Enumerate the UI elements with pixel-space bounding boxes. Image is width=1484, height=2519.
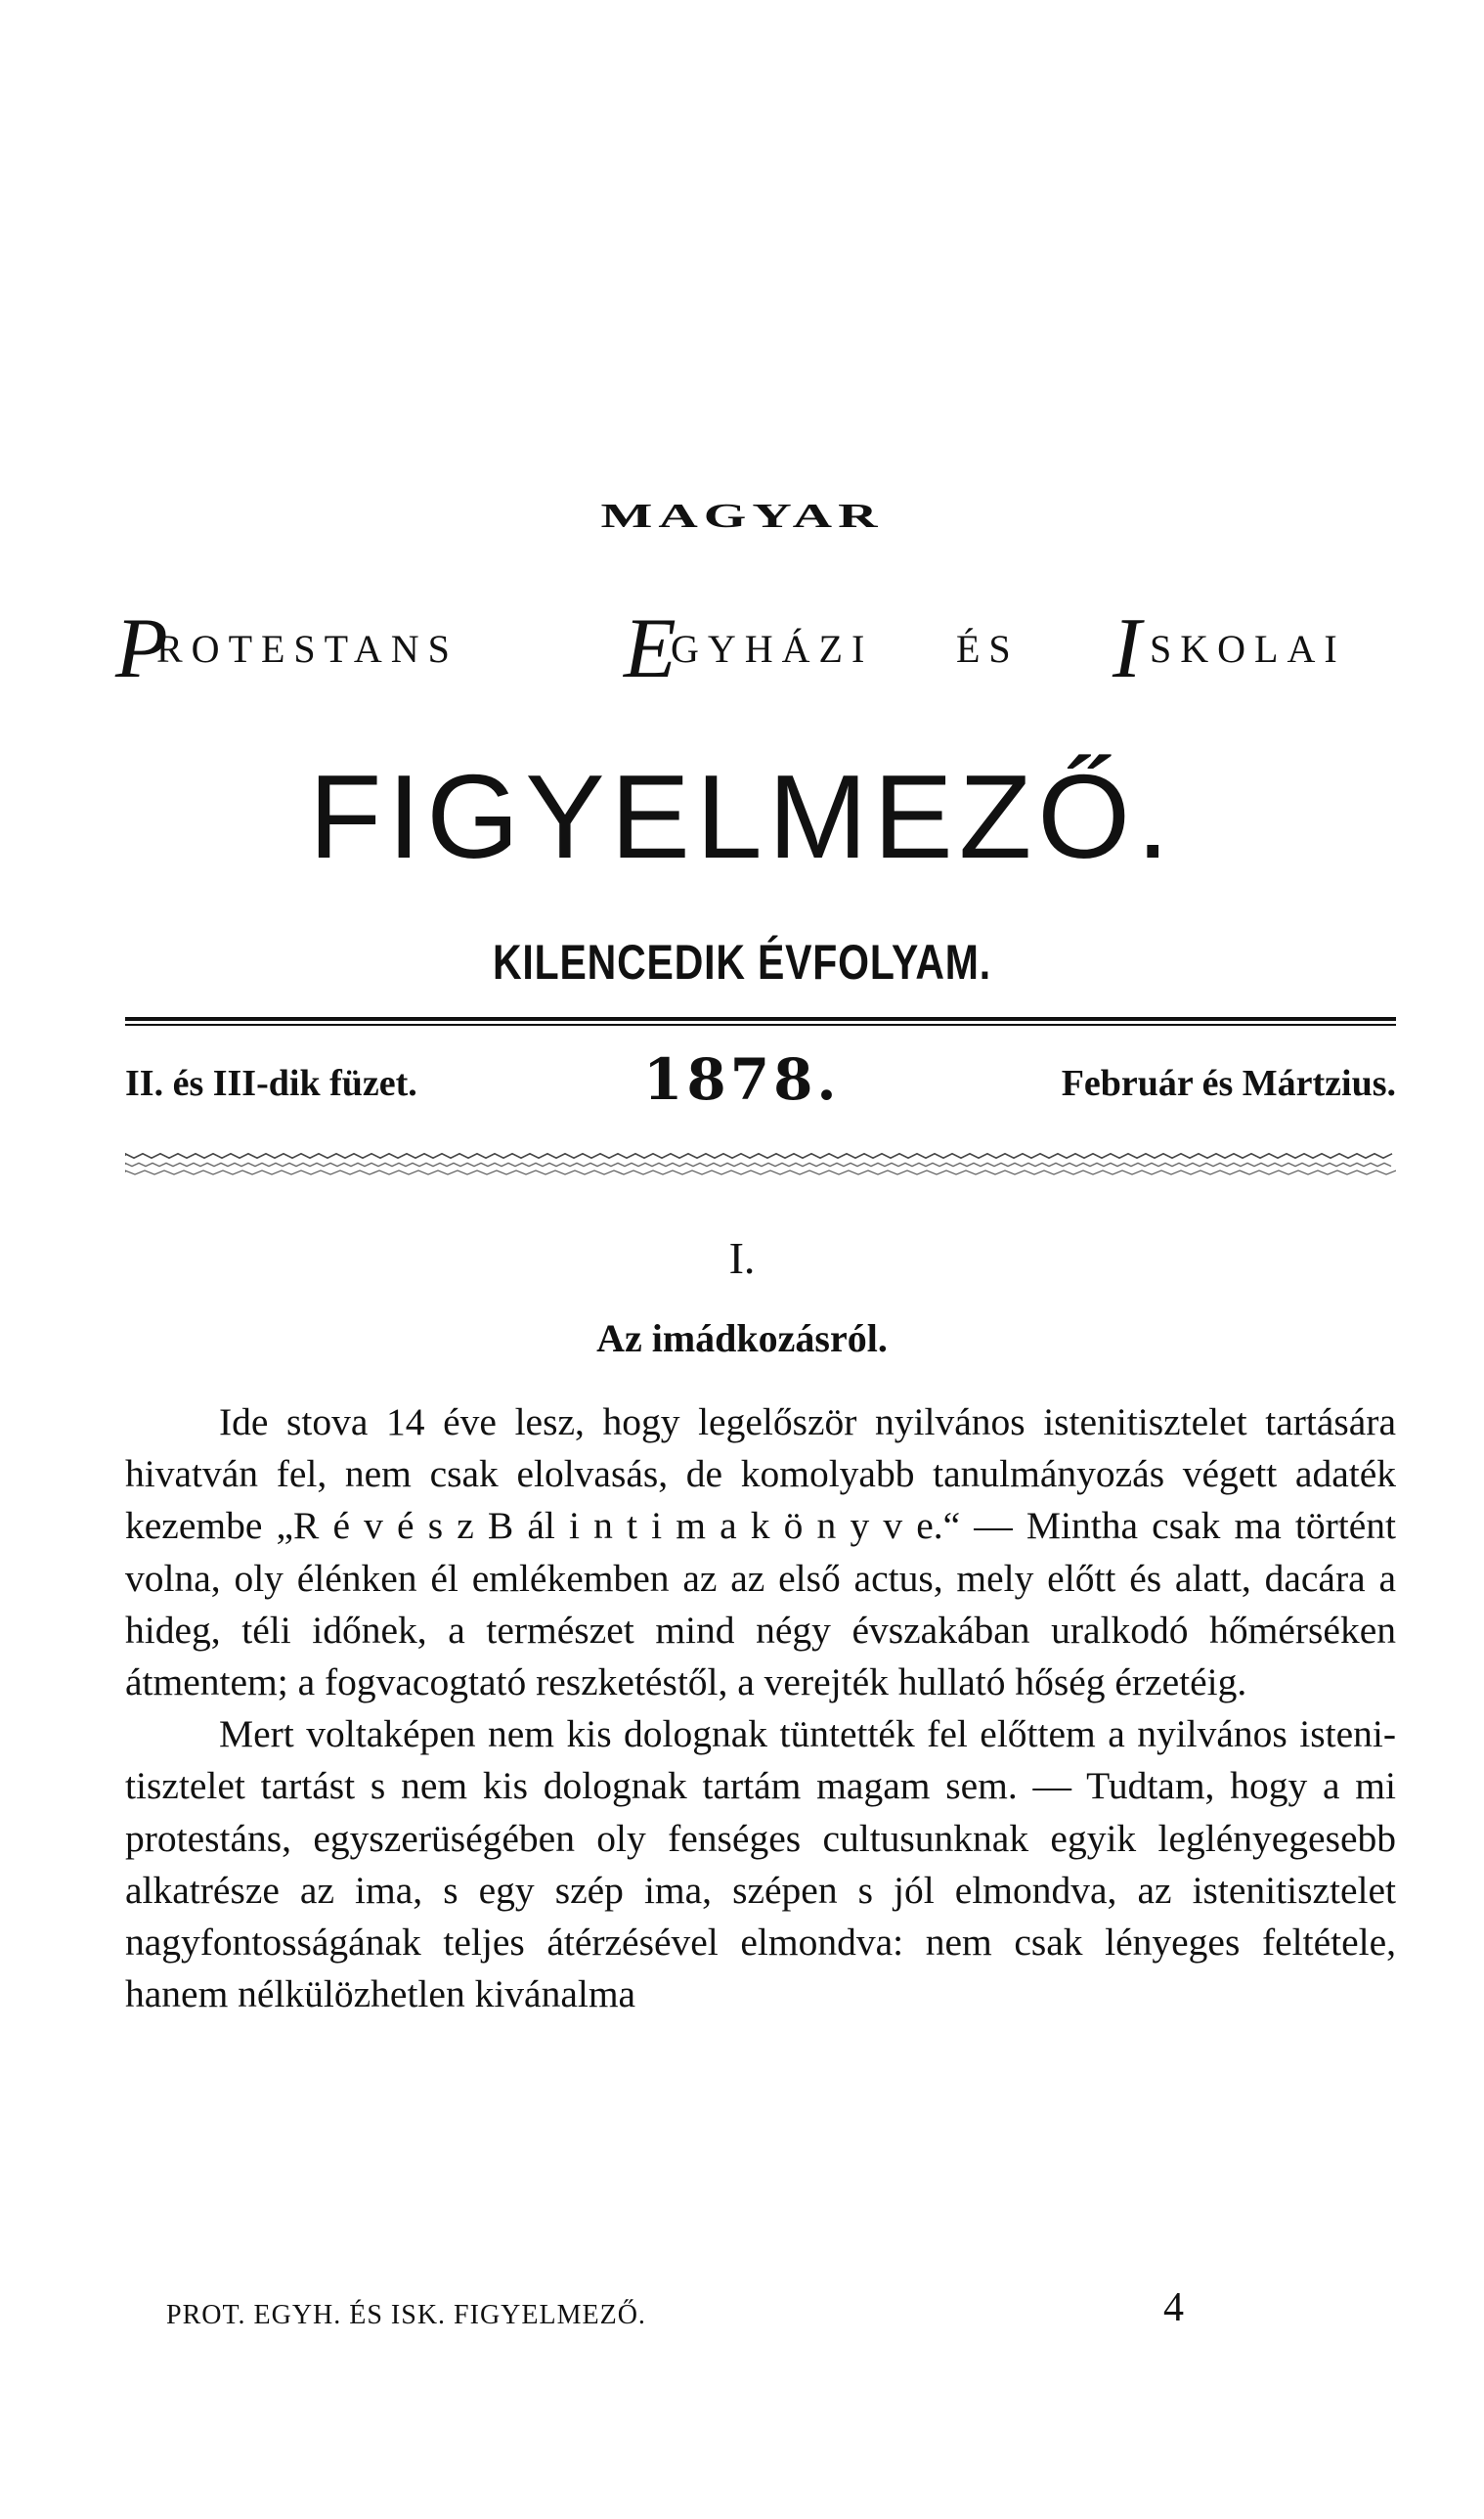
section-number: I.	[728, 1233, 756, 1283]
signature-mark: 4	[1163, 2285, 1184, 2330]
masthead-word-iskolai: SKOLAI	[1150, 627, 1346, 671]
issue-row	[125, 1046, 1396, 1125]
wavy-divider	[125, 1146, 1396, 1181]
section-title: Az imádkozásról.	[596, 1316, 888, 1360]
running-footer: PROT. EGYH. ÉS ISK. FIGYELMEZŐ.	[166, 2300, 646, 2330]
article-body	[125, 1396, 1396, 2020]
rule-thin	[125, 1024, 1396, 1026]
masthead-initial-e: E	[624, 601, 677, 696]
rule-thick	[125, 1017, 1396, 1021]
journal-title: FIGYELMEZŐ.	[308, 750, 1176, 883]
paragraph: Mert voltaképen nem kis dolognak tüntették fel előttem a nyilvános isteni-tisztelet tartást s nem kis dolognak tartám magam sem. — Tudtam, hogy a mi protestáns, egyszerüségében oly fenséges cultusunknak egyik leglényegesebb alkatrésze az ima, s egy szép ima, szépen s jól elmondva, az istenitisztelet nagyfontosságának teljes átérzésével elmondva: nem csak lényeges feltétele, hanem nélkülözhetlen kivánalma	[125, 1712, 1396, 2016]
masthead-word-egyhazi: GYHÁZI	[671, 627, 874, 671]
masthead-word-es: ÉS	[956, 627, 1020, 671]
masthead-initial-p: P	[115, 601, 168, 696]
masthead-word-protestans: ROTESTANS	[156, 627, 458, 671]
issue-months: Február és Mártzius.	[1061, 1063, 1396, 1104]
issue-number: II. és III-dik füzet.	[125, 1063, 417, 1104]
volume-line: KILENCEDIK ÉVFOLYAM.	[492, 935, 991, 990]
masthead-subtitle	[115, 601, 1416, 696]
paragraph: Ide stova 14 éve lesz, hogy legelőször nyilvános istenitisztelet tartására hivatván fel, nem csak elolvasás, de komolyabb tanulmányozás végett adaték kezembe „R é v é s z B ál i n t i m a k ö n y v e.“ — Mintha csak ma történt volna, oly élénken él emlékemben az az első actus, mely előtt és alatt, dacára a hideg, téli időnek, a természet mind négy évszakában uralkodó hőmérséken átmentem; a fogvacogtató reszketéstől, a verejték hullató hőség érzetéig.	[125, 1400, 1396, 1704]
masthead-top-word: MAGYAR	[600, 497, 884, 536]
masthead-initial-i: I	[1113, 601, 1142, 696]
issue-year: 1878.	[643, 1046, 841, 1113]
